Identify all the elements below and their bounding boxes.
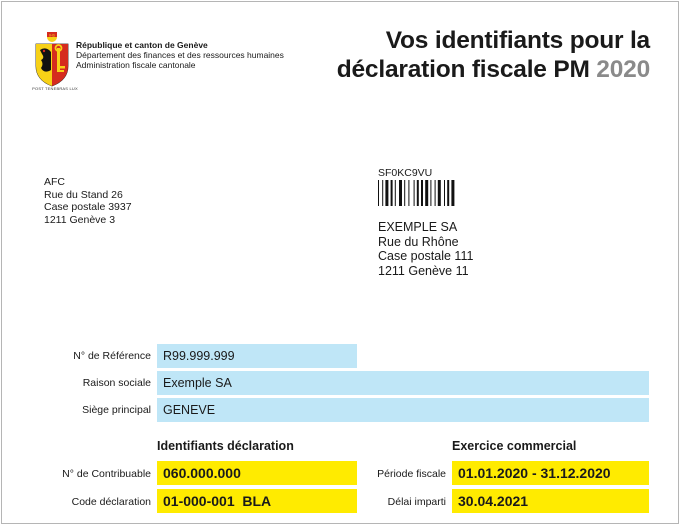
svg-text:IHS: IHS <box>49 33 55 38</box>
page-title <box>337 26 650 84</box>
sender-line: Case postale 3937 <box>44 201 132 213</box>
title-line1: Vos identifiants pour la <box>385 27 650 54</box>
periode-fiscale-label: Période fiscale <box>377 468 446 480</box>
reference-field: R99.999.999 <box>157 344 357 368</box>
recipient-line: 1211 Genève 11 <box>378 263 469 278</box>
geneva-coat-of-arms-logo <box>32 30 72 92</box>
contribuable-label: N° de Contribuable <box>62 468 151 480</box>
sender-address <box>44 176 132 226</box>
delai-imparti-field: 30.04.2021 <box>452 489 649 513</box>
recipient-line: Case postale 111 <box>378 249 474 263</box>
contribuable-field: 060.000.000 <box>157 461 357 485</box>
reference-label: N° de Référence <box>73 350 151 362</box>
title-year: 2020 <box>596 56 650 83</box>
recipient-line: EXEMPLE SA <box>378 220 458 234</box>
siege-principal-field: GENEVE <box>157 398 649 422</box>
code-declaration-label: Code déclaration <box>71 496 151 508</box>
periode-fiscale-field: 01.01.2020 - 31.12.2020 <box>452 461 649 485</box>
barcode-text: SF0KC9VU <box>378 167 433 179</box>
organization-block <box>76 40 284 70</box>
exercice-section-title: Exercice commercial <box>452 439 577 453</box>
org-department: Département des finances et des ressources humaines <box>76 50 284 60</box>
barcode-icon <box>378 180 470 206</box>
raison-sociale-label: Raison sociale <box>82 377 151 389</box>
raison-sociale-field: Exemple SA <box>157 371 649 395</box>
title-line2 <box>337 55 650 84</box>
sender-line: Rue du Stand 26 <box>44 188 123 201</box>
siege-principal-label: Siège principal <box>82 404 151 416</box>
title-main: déclaration fiscale PM <box>336 56 590 83</box>
sender-line: AFC <box>44 176 65 188</box>
coat-of-arms-icon <box>32 30 72 92</box>
recipient-line: Rue du Rhône <box>378 234 459 249</box>
recipient-address <box>378 220 473 278</box>
logo-motto: POST TENEBRAS LUX <box>32 86 78 91</box>
sender-line: 1211 Genève 3 <box>44 213 116 226</box>
org-administration: Administration fiscale cantonale <box>76 60 196 70</box>
declaration-section-title: Identifiants déclaration <box>157 439 294 453</box>
org-name: République et canton de Genève <box>76 40 208 50</box>
code-declaration-field: 01-000-001 BLA <box>157 489 357 513</box>
delai-imparti-label: Délai imparti <box>387 496 446 508</box>
